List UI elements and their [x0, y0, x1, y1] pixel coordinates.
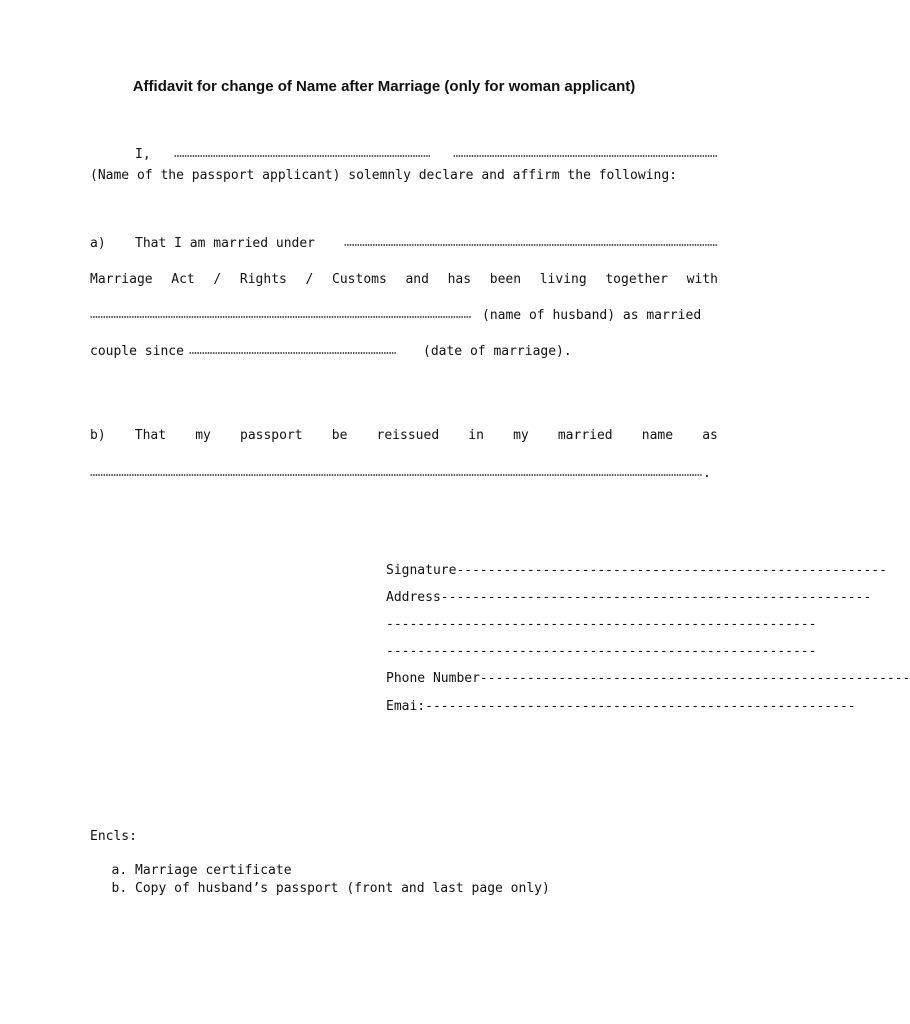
word: together	[605, 272, 668, 287]
clause-a-line-2	[90, 272, 718, 287]
phone-label: Phone Number	[386, 671, 480, 686]
word: with	[686, 272, 718, 287]
enclosures-heading: Encls:	[90, 829, 137, 844]
applicant-first-name-blank	[174, 155, 430, 157]
word: living	[539, 272, 587, 287]
word: in	[468, 428, 484, 443]
intro-line-1	[0, 147, 768, 165]
list-item: a. Marriage certificate	[135, 862, 550, 880]
enclosures-list	[90, 862, 550, 898]
marriage-date-blank	[189, 352, 396, 354]
marriage-act-blank	[344, 244, 718, 246]
address-fill: -------------------------------------------------------	[440, 590, 872, 605]
word: has	[447, 272, 472, 287]
address-line-2	[386, 617, 817, 635]
intro-pronoun: I,	[135, 147, 151, 162]
email-label: Emai:	[386, 699, 426, 714]
applicant-last-name-blank	[453, 155, 718, 157]
clause-b-period: .	[703, 466, 711, 481]
marriage-date-caption: (date of marriage).	[423, 344, 572, 359]
clause-a-line-1	[0, 236, 768, 254]
couple-since-label: couple since	[90, 344, 184, 359]
word: married	[557, 428, 613, 443]
address-line	[386, 590, 872, 608]
clause-a-text: That I am married under	[135, 236, 316, 251]
word: as	[702, 428, 718, 443]
list-item: b. Copy of husband’s passport (front and last page only)	[135, 880, 550, 898]
word: b)	[90, 428, 106, 443]
word: That	[134, 428, 167, 443]
address-label: Address	[386, 590, 441, 605]
word: reissued	[376, 428, 440, 443]
clause-b-line-1	[90, 428, 718, 443]
word: Act	[171, 272, 195, 287]
word: Marriage	[90, 272, 153, 287]
clause-a-line-4	[0, 344, 768, 362]
word: Rights	[239, 272, 287, 287]
address-fill-3: -------------------------------------------------------	[386, 644, 817, 659]
word: name	[641, 428, 674, 443]
word: Customs	[332, 272, 387, 287]
email-fill: -------------------------------------------------------	[425, 699, 856, 714]
word: passport	[240, 428, 303, 443]
clause-b-line-2	[0, 466, 768, 484]
married-name-blank	[90, 474, 702, 476]
word: /	[305, 272, 314, 287]
signature-label: Signature	[386, 563, 457, 578]
email-line	[386, 699, 856, 717]
signature-fill: -------------------------------------------------------	[456, 563, 887, 578]
clause-a-marker: a)	[90, 236, 106, 251]
word: been	[489, 272, 522, 287]
husband-name-blank	[90, 316, 471, 318]
clause-a-line-3	[0, 308, 768, 326]
page-title: Affidavit for change of Name after Marriage (only for woman applicant)	[132, 78, 636, 95]
phone-line	[386, 671, 910, 689]
word: be	[331, 428, 348, 443]
address-fill-2: -------------------------------------------------------	[386, 617, 817, 632]
husband-name-caption: (name of husband) as married	[482, 308, 702, 323]
word: my	[195, 428, 211, 443]
word: my	[513, 428, 529, 443]
intro-line-2: (Name of the passport applicant) solemnly declare and affirm the following:	[90, 168, 677, 183]
phone-fill: -------------------------------------------------------	[479, 671, 910, 686]
address-line-3	[386, 644, 817, 662]
word: /	[213, 272, 222, 287]
word: and	[405, 272, 429, 287]
signature-line	[386, 563, 887, 581]
